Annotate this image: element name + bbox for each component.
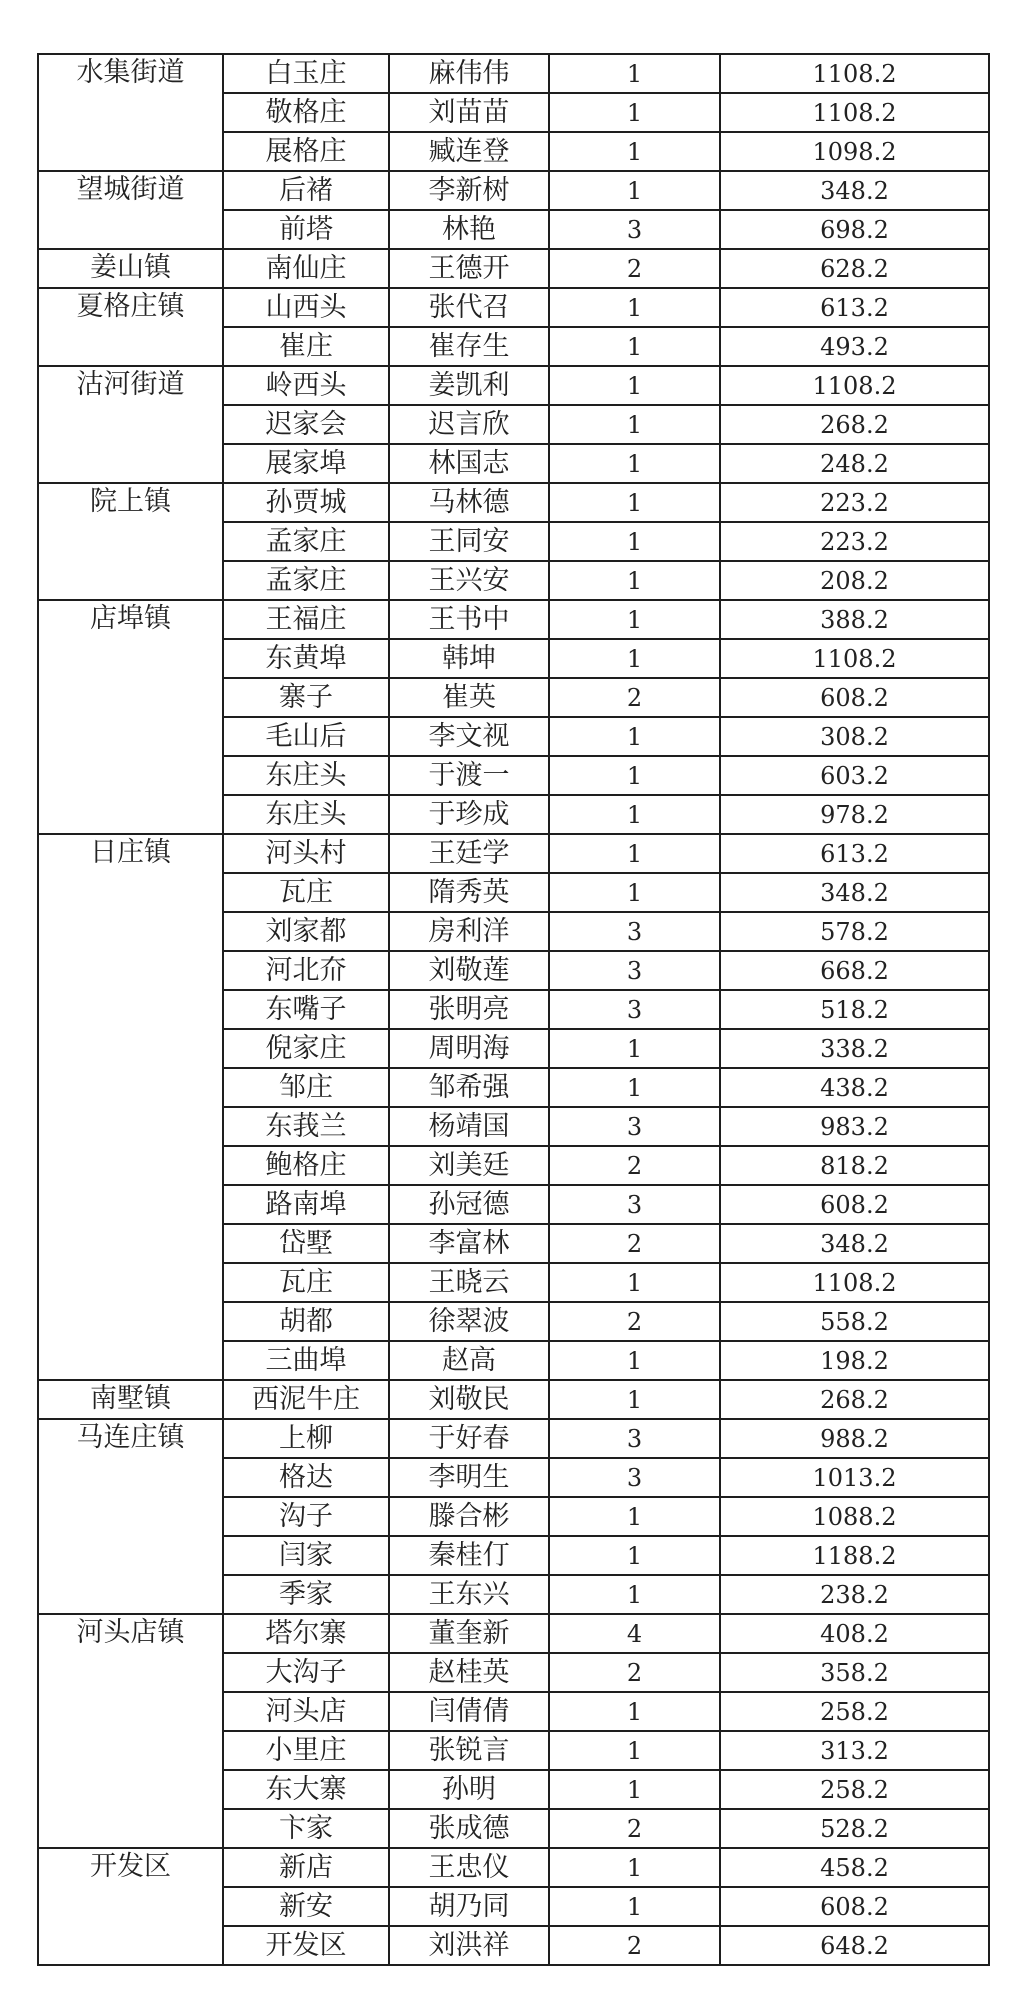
amount-cell: 608.2 [720,678,989,717]
village-cell: 新店 [223,1848,389,1887]
village-cell: 展家埠 [223,444,389,483]
amount-cell: 493.2 [720,327,989,366]
name-cell: 王书中 [389,600,549,639]
amount-cell: 208.2 [720,561,989,600]
amount-cell: 1108.2 [720,93,989,132]
name-cell: 李明生 [389,1458,549,1497]
amount-cell: 348.2 [720,1224,989,1263]
name-cell: 刘洪祥 [389,1926,549,1965]
town-cell: 马连庄镇 [38,1419,223,1614]
name-cell: 王兴安 [389,561,549,600]
amount-cell: 648.2 [720,1926,989,1965]
name-cell: 臧连登 [389,132,549,171]
table-row [38,483,989,522]
town-cell: 店埠镇 [38,600,223,834]
name-cell: 李文视 [389,717,549,756]
amount-cell: 1013.2 [720,1458,989,1497]
table-row [38,1848,989,1887]
village-cell: 河头店 [223,1692,389,1731]
amount-cell: 668.2 [720,951,989,990]
count-cell: 3 [549,1458,720,1497]
count-cell: 1 [549,639,720,678]
count-cell: 2 [549,1302,720,1341]
amount-cell: 313.2 [720,1731,989,1770]
count-cell: 3 [549,1419,720,1458]
count-cell: 4 [549,1614,720,1653]
table-row [38,54,989,93]
amount-cell: 558.2 [720,1302,989,1341]
count-cell: 1 [549,1575,720,1614]
amount-cell: 238.2 [720,1575,989,1614]
name-cell: 隋秀英 [389,873,549,912]
amount-cell: 348.2 [720,171,989,210]
count-cell: 3 [549,1185,720,1224]
name-cell: 周明海 [389,1029,549,1068]
village-cell: 路南埠 [223,1185,389,1224]
amount-cell: 1108.2 [720,366,989,405]
amount-cell: 608.2 [720,1185,989,1224]
village-cell: 三曲埠 [223,1341,389,1380]
name-cell: 张代召 [389,288,549,327]
name-cell: 董奎新 [389,1614,549,1653]
count-cell: 1 [549,54,720,93]
town-cell: 河头店镇 [38,1614,223,1848]
village-cell: 邹庄 [223,1068,389,1107]
count-cell: 1 [549,717,720,756]
village-cell: 河头村 [223,834,389,873]
village-cell: 瓦庄 [223,1263,389,1302]
name-cell: 张锐言 [389,1731,549,1770]
name-cell: 马林德 [389,483,549,522]
village-cell: 孙贾城 [223,483,389,522]
count-cell: 1 [549,1770,720,1809]
name-cell: 徐翠波 [389,1302,549,1341]
table-body [38,54,989,1965]
town-cell: 开发区 [38,1848,223,1965]
count-cell: 1 [549,405,720,444]
village-cell: 展格庄 [223,132,389,171]
village-cell: 孟家庄 [223,522,389,561]
name-cell: 孙冠德 [389,1185,549,1224]
table-row [38,600,989,639]
village-cell: 西泥牛庄 [223,1380,389,1419]
count-cell: 1 [549,561,720,600]
count-cell: 3 [549,912,720,951]
village-cell: 敬格庄 [223,93,389,132]
count-cell: 1 [549,1029,720,1068]
count-cell: 1 [549,1497,720,1536]
amount-cell: 388.2 [720,600,989,639]
amount-cell: 258.2 [720,1770,989,1809]
name-cell: 胡乃同 [389,1887,549,1926]
village-cell: 崔庄 [223,327,389,366]
name-cell: 姜凯利 [389,366,549,405]
name-cell: 赵桂英 [389,1653,549,1692]
table-row [38,288,989,327]
amount-cell: 1098.2 [720,132,989,171]
count-cell: 1 [549,1341,720,1380]
count-cell: 1 [549,444,720,483]
town-cell: 水集街道 [38,54,223,171]
count-cell: 2 [549,678,720,717]
village-cell: 白玉庄 [223,54,389,93]
count-cell: 1 [549,1692,720,1731]
count-cell: 1 [549,873,720,912]
village-cell: 格达 [223,1458,389,1497]
name-cell: 李富林 [389,1224,549,1263]
count-cell: 3 [549,1107,720,1146]
village-cell: 东大寨 [223,1770,389,1809]
table-row [38,1380,989,1419]
name-cell: 刘苗苗 [389,93,549,132]
amount-cell: 408.2 [720,1614,989,1653]
village-cell: 新安 [223,1887,389,1926]
amount-cell: 1088.2 [720,1497,989,1536]
count-cell: 1 [549,288,720,327]
village-cell: 鲍格庄 [223,1146,389,1185]
amount-cell: 223.2 [720,483,989,522]
amount-cell: 608.2 [720,1887,989,1926]
village-cell: 孟家庄 [223,561,389,600]
town-cell: 夏格庄镇 [38,288,223,366]
name-cell: 林艳 [389,210,549,249]
count-cell: 1 [549,366,720,405]
name-cell: 房利洋 [389,912,549,951]
village-cell: 季家 [223,1575,389,1614]
count-cell: 1 [549,483,720,522]
name-cell: 闫倩倩 [389,1692,549,1731]
count-cell: 1 [549,93,720,132]
name-cell: 韩坤 [389,639,549,678]
town-cell: 望城街道 [38,171,223,249]
table-row [38,1419,989,1458]
name-cell: 赵高 [389,1341,549,1380]
village-cell: 山西头 [223,288,389,327]
amount-cell: 268.2 [720,1380,989,1419]
village-cell: 东庄头 [223,795,389,834]
amount-cell: 223.2 [720,522,989,561]
count-cell: 1 [549,132,720,171]
name-cell: 于渡一 [389,756,549,795]
amount-cell: 1108.2 [720,639,989,678]
village-cell: 后褚 [223,171,389,210]
amount-cell: 613.2 [720,834,989,873]
amount-cell: 528.2 [720,1809,989,1848]
count-cell: 1 [549,600,720,639]
count-cell: 3 [549,951,720,990]
village-cell: 岭西头 [223,366,389,405]
village-cell: 胡都 [223,1302,389,1341]
amount-cell: 308.2 [720,717,989,756]
village-cell: 塔尔寨 [223,1614,389,1653]
village-cell: 倪家庄 [223,1029,389,1068]
village-cell: 毛山后 [223,717,389,756]
town-cell: 南墅镇 [38,1380,223,1419]
village-cell: 大沟子 [223,1653,389,1692]
village-cell: 前塔 [223,210,389,249]
name-cell: 王东兴 [389,1575,549,1614]
count-cell: 2 [549,249,720,288]
village-cell: 寨子 [223,678,389,717]
amount-cell: 628.2 [720,249,989,288]
name-cell: 滕合彬 [389,1497,549,1536]
name-cell: 王廷学 [389,834,549,873]
village-cell: 南仙庄 [223,249,389,288]
name-cell: 邹希强 [389,1068,549,1107]
village-cell: 小里庄 [223,1731,389,1770]
name-cell: 刘敬民 [389,1380,549,1419]
count-cell: 1 [549,756,720,795]
count-cell: 2 [549,1146,720,1185]
amount-cell: 258.2 [720,1692,989,1731]
count-cell: 1 [549,1887,720,1926]
amount-cell: 603.2 [720,756,989,795]
village-cell: 东莪兰 [223,1107,389,1146]
amount-cell: 198.2 [720,1341,989,1380]
count-cell: 1 [549,522,720,561]
name-cell: 王忠仪 [389,1848,549,1887]
village-cell: 开发区 [223,1926,389,1965]
town-cell: 姜山镇 [38,249,223,288]
village-cell: 王福庄 [223,600,389,639]
table-row [38,1614,989,1653]
name-cell: 崔存生 [389,327,549,366]
amount-cell: 1188.2 [720,1536,989,1575]
amount-cell: 358.2 [720,1653,989,1692]
village-cell: 迟家会 [223,405,389,444]
village-cell: 东黄埠 [223,639,389,678]
count-cell: 1 [549,1380,720,1419]
town-cell: 院上镇 [38,483,223,600]
amount-cell: 578.2 [720,912,989,951]
name-cell: 于珍成 [389,795,549,834]
amount-cell: 1108.2 [720,54,989,93]
amount-cell: 438.2 [720,1068,989,1107]
village-cell: 东庄头 [223,756,389,795]
amount-cell: 248.2 [720,444,989,483]
village-cell: 上柳 [223,1419,389,1458]
count-cell: 2 [549,1809,720,1848]
amount-cell: 1108.2 [720,1263,989,1302]
amount-cell: 458.2 [720,1848,989,1887]
table-row [38,366,989,405]
name-cell: 孙明 [389,1770,549,1809]
name-cell: 杨靖国 [389,1107,549,1146]
table-row [38,834,989,873]
count-cell: 1 [549,834,720,873]
amount-cell: 613.2 [720,288,989,327]
count-cell: 3 [549,990,720,1029]
count-cell: 1 [549,1848,720,1887]
amount-cell: 698.2 [720,210,989,249]
count-cell: 1 [549,1731,720,1770]
name-cell: 刘美廷 [389,1146,549,1185]
village-cell: 卞家 [223,1809,389,1848]
name-cell: 李新树 [389,171,549,210]
count-cell: 1 [549,1068,720,1107]
amount-cell: 988.2 [720,1419,989,1458]
village-cell: 东嘴子 [223,990,389,1029]
amount-cell: 978.2 [720,795,989,834]
name-cell: 王同安 [389,522,549,561]
name-cell: 王德开 [389,249,549,288]
village-cell: 瓦庄 [223,873,389,912]
subsidy-table [37,53,990,1966]
count-cell: 2 [549,1653,720,1692]
town-cell: 日庄镇 [38,834,223,1380]
amount-cell: 268.2 [720,405,989,444]
village-cell: 刘家都 [223,912,389,951]
count-cell: 1 [549,795,720,834]
amount-cell: 518.2 [720,990,989,1029]
name-cell: 刘敬莲 [389,951,549,990]
table-row [38,249,989,288]
count-cell: 1 [549,171,720,210]
village-cell: 沟子 [223,1497,389,1536]
village-cell: 河北夼 [223,951,389,990]
name-cell: 麻伟伟 [389,54,549,93]
table-row [38,171,989,210]
name-cell: 林国志 [389,444,549,483]
name-cell: 秦桂仃 [389,1536,549,1575]
amount-cell: 818.2 [720,1146,989,1185]
village-cell: 岱墅 [223,1224,389,1263]
name-cell: 迟言欣 [389,405,549,444]
name-cell: 张明亮 [389,990,549,1029]
amount-cell: 348.2 [720,873,989,912]
count-cell: 2 [549,1224,720,1263]
count-cell: 2 [549,1926,720,1965]
count-cell: 1 [549,1263,720,1302]
count-cell: 1 [549,1536,720,1575]
count-cell: 1 [549,327,720,366]
name-cell: 崔英 [389,678,549,717]
name-cell: 王晓云 [389,1263,549,1302]
name-cell: 于好春 [389,1419,549,1458]
name-cell: 张成德 [389,1809,549,1848]
town-cell: 沽河街道 [38,366,223,483]
village-cell: 闫家 [223,1536,389,1575]
amount-cell: 338.2 [720,1029,989,1068]
amount-cell: 983.2 [720,1107,989,1146]
count-cell: 3 [549,210,720,249]
